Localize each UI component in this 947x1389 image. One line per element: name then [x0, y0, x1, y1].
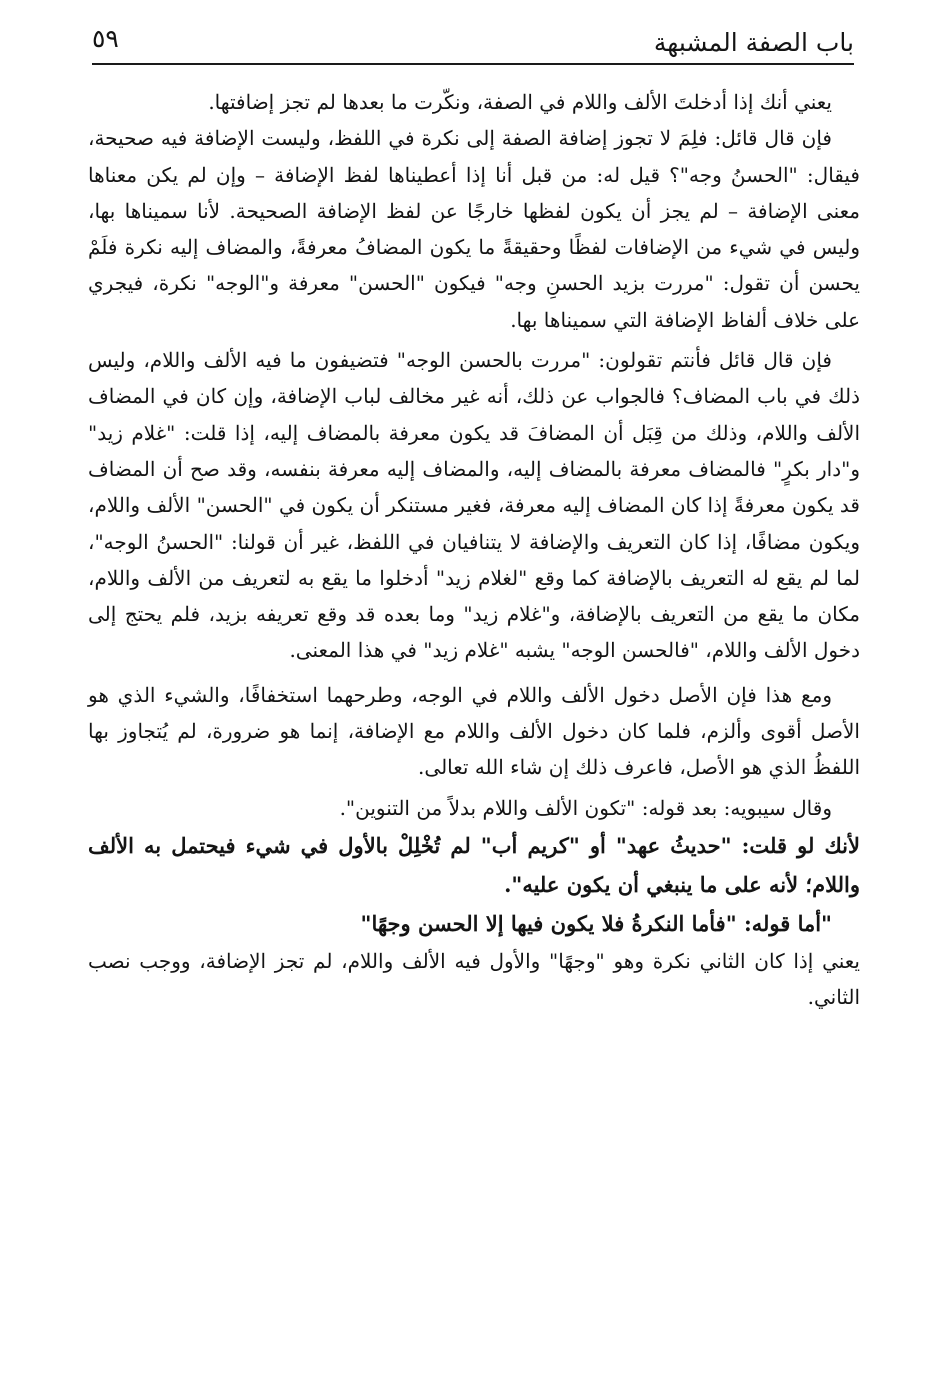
paragraph-question-indefinite: فإن قال قائل: فلِمَ لا تجوز إضافة الصفة إلى نكرة في اللفظ، وليست الإضافة فيه صحيحة، فيقال: "الحسنُ وجه"؟ قيل له: من قبل أنا إذا أعطيناها لفظ الإضافة – وإن لم يكن معناها معنى الإضافة – لم يجز أن يكون لفظها خارجًا عن لفظ الإضافة الصحيحة. لأنا سميناها بها، وليس في شيء من الإضافات لفظًا وحقيقةً ما يكون المضافُ معرفةً، والمضاف إليه نكرة فلَمْ يحسن أن تقول: "مررت بزيد الحسنِ وجه" فيكون "الحسن" معرفة و"الوجه" نكرة، فيجري على خلاف ألفاظ الإضافة التي سميناها بها.	[88, 126, 860, 332]
paragraph-question-definite: فإن قال قائل فأنتم تقولون: "مررت بالحسن الوجه" فتضيفون ما فيه الألف واللام، وليس ذلك في باب المضاف؟ فالجواب عن ذلك، أنه غير مخالف لباب الإضافة، وإن كان في المضاف الألف واللام، وذلك من قِبَل أن المضافَ قد يكون معرفة بالمضاف إليه، إذا قلت: "غلام زيد" و"دار بكرٍ" فالمضاف معرفة بالمضاف إليه، والمضاف إليه معرفة بنفسه، وقد صح أن المضاف قد يكون معرفةً إذا كان المضاف إليه معرفة، فغير مستنكر أن يكون في "الحسن" الألف واللام، ويكون مضافًا، إذا كان التعريف والإضافة لا يتنافيان في اللفظ، غير أن قولنا: "الحسنُ الوجه"، لما لم يقع له التعريف بالإضافة كما وقع "لغلام زيد" أدخلوا ما يقع به لتعريف من الألف واللام، مكان ما يقع من التعريف بالإضافة، و"غلام زيد" وما بعده قد وقع تعريفه بزيد، فلم يحتج إلى دخول الألف واللام، "فالحسن الوجه" يشبه "غلام زيد" في هذا المعنى.	[88, 348, 861, 663]
paragraph-sibawayh-quote-intro: وقال سيبويه: بعد قوله: "تكون الألف واللام بدلاً من التنوين".	[339, 795, 832, 820]
chapter-title: باب الصفة المشبهة	[653, 28, 854, 57]
page-number: ٥٩	[92, 24, 119, 53]
paragraph-meaning-note: يعني أنك إذا أدخلتَ الألف واللام في الصفة، ونكّرت ما بعدها لم تجز إضافتها.	[208, 90, 832, 114]
paragraph-his-saying: "أما قوله: "فأما النكرةُ فلا يكون فيها إلا الحسن وجهًا"	[360, 910, 832, 936]
paragraph-original-form: ومع هذا فإن الأصل دخول الألف واللام في الوجه، وطرحهما استخفافًا، والشيء الذي هو الأصل أقوى وألزم، فلما كان دخول الألف واللام مع الإضافة، إنما هو ضرورة، لم يُتجاوز بها اللفظُ الذي هو الأصل، فاعرف ذلك إن شاء الله تعالى.	[88, 682, 860, 780]
page-header	[92, 14, 854, 64]
header-divider	[92, 63, 854, 65]
paragraph-explanation: يعني إذا كان الثاني نكرة وهو "وجهًا" والأول فيه الألف واللام، لم تجز الإضافة، ووجب نصب الثاني.	[88, 948, 860, 1010]
paragraph-sibawayh-quote: لأنك لو قلت: "حديثُ عهد" أو "كريم أب" لم تُخْلِلْ بالأول في شيء فيحتمل به الألف واللام؛ لأنه على ما ينبغي أن يكون عليه".	[88, 832, 860, 897]
page-body	[88, 84, 860, 1016]
